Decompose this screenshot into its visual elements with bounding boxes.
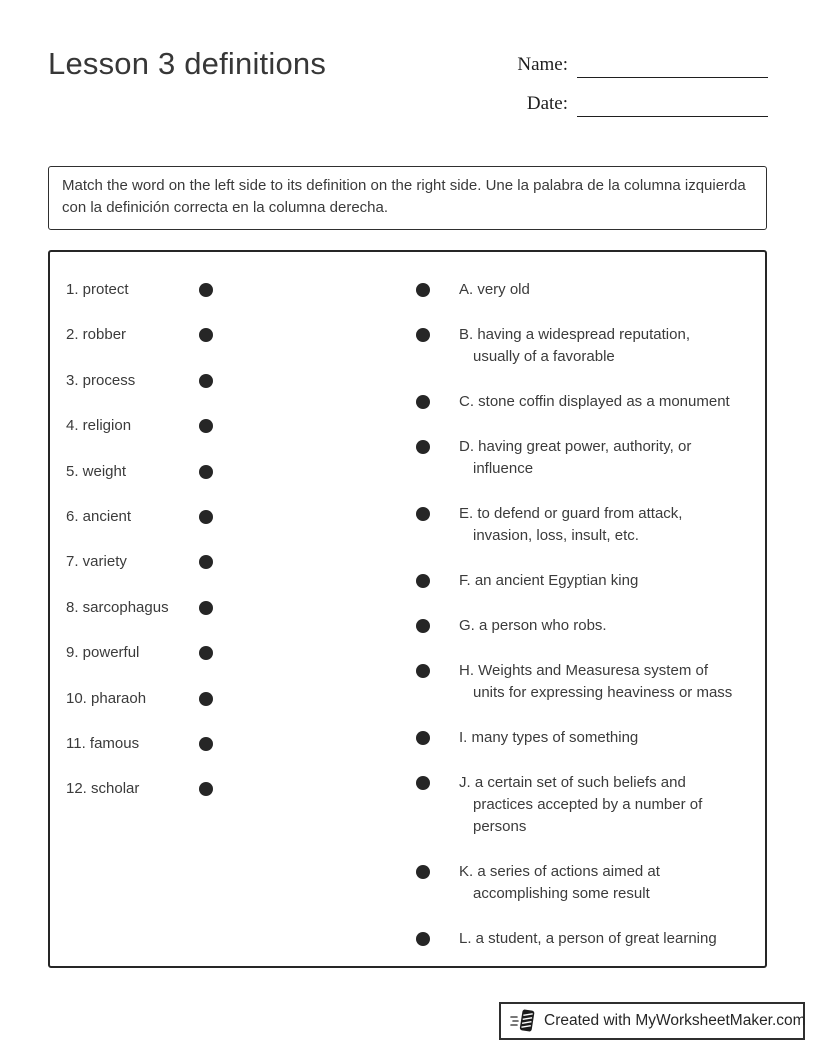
word-label-2: 2. robber [66, 326, 127, 344]
match-dot-word-3[interactable] [199, 374, 213, 388]
match-dot-definition-H[interactable] [416, 664, 430, 678]
instructions-text: Match the word on the left side to its definition on the right side. Une la palabra de la columna izquierda con la definición correcta en la columna derecha. [62, 177, 746, 216]
definition-item [416, 503, 756, 547]
word-label-7: 7. variety [66, 553, 127, 571]
definition-text-K [459, 861, 756, 905]
definition-line: L. a student, a person of great learning [459, 930, 717, 947]
word-label-1: 1. protect [66, 281, 129, 298]
instructions-box [48, 166, 767, 230]
match-dot-definition-B[interactable] [416, 328, 430, 342]
date-input-line[interactable] [577, 92, 768, 117]
flying-worksheet-icon [510, 1008, 538, 1034]
match-dot-word-8[interactable] [199, 601, 213, 615]
word-label-11: 11. famous [66, 734, 140, 752]
match-dot-word-11[interactable] [199, 737, 213, 751]
definition-item [416, 570, 756, 592]
page-title: Lesson 3 definitions [48, 46, 327, 81]
match-dot-definition-K[interactable] [416, 865, 430, 879]
name-input-line[interactable] [577, 53, 768, 78]
credit-box [499, 1002, 805, 1040]
name-field [498, 50, 768, 78]
word-item [66, 370, 411, 392]
definition-line: persons [473, 818, 527, 835]
matching-area [48, 250, 767, 968]
definition-item [416, 615, 756, 637]
definition-line: A. very old [459, 281, 530, 298]
match-dot-word-2[interactable] [199, 328, 213, 342]
definition-item [416, 928, 756, 950]
definition-line: C. stone coffin displayed as a monument [459, 393, 730, 410]
word-item [66, 506, 411, 528]
word-item [66, 461, 411, 483]
definition-line: accomplishing some result [473, 885, 650, 902]
match-dot-definition-J[interactable] [416, 776, 430, 790]
definition-item [416, 391, 756, 413]
word-item [66, 279, 411, 301]
word-item [66, 551, 411, 573]
definition-line: J. a certain set of such beliefs and [459, 774, 686, 791]
words-column [66, 279, 411, 824]
word-item [66, 688, 411, 710]
word-item [66, 415, 411, 437]
credit-text: Created with MyWorksheetMaker.com [544, 1012, 806, 1029]
definition-item [416, 772, 756, 838]
match-dot-definition-C[interactable] [416, 395, 430, 409]
definition-text-L [459, 928, 756, 950]
definition-line: H. Weights and Measuresa system of [459, 662, 708, 679]
definition-item [416, 324, 756, 368]
match-dot-word-9[interactable] [199, 646, 213, 660]
match-dot-word-1[interactable] [199, 283, 213, 297]
match-dot-definition-G[interactable] [416, 619, 430, 633]
match-dot-definition-E[interactable] [416, 507, 430, 521]
definition-item [416, 279, 756, 301]
match-dot-word-6[interactable] [199, 510, 213, 524]
definition-line: G. a person who robs. [459, 617, 607, 634]
definition-text-E [459, 503, 756, 547]
word-label-6: 6. ancient [66, 507, 132, 525]
match-dot-word-12[interactable] [199, 782, 213, 796]
match-dot-definition-I[interactable] [416, 731, 430, 745]
name-label: Name: [517, 54, 568, 75]
definition-text-D [459, 436, 756, 480]
definition-item [416, 727, 756, 749]
definition-line: invasion, loss, insult, etc. [473, 527, 639, 544]
definition-item [416, 660, 756, 704]
match-dot-definition-L[interactable] [416, 932, 430, 946]
word-item [66, 324, 411, 346]
definition-text-B [459, 324, 756, 368]
definition-text-H [459, 660, 756, 704]
match-dot-word-4[interactable] [199, 419, 213, 433]
word-item [66, 778, 411, 800]
match-dot-definition-F[interactable] [416, 574, 430, 588]
definition-line: units for expressing heaviness or mass [473, 684, 733, 701]
name-date-block [498, 50, 768, 128]
definition-text-A [459, 279, 756, 301]
word-label-5: 5. weight [66, 462, 127, 480]
match-dot-word-7[interactable] [199, 555, 213, 569]
definition-text-G [459, 615, 756, 637]
definition-text-C [459, 391, 756, 413]
definition-line: I. many types of something [459, 729, 639, 746]
date-label: Date: [526, 93, 568, 114]
word-item [66, 733, 411, 755]
definition-line: B. having a widespread reputation, [459, 326, 690, 343]
word-label-8: 8. sarcophagus [66, 598, 169, 616]
word-item [66, 597, 411, 619]
definition-line: practices accepted by a number of [473, 796, 703, 813]
match-dot-definition-D[interactable] [416, 440, 430, 454]
definition-item [416, 436, 756, 480]
definition-item [416, 861, 756, 905]
definitions-column [416, 279, 756, 973]
definition-line: E. to defend or guard from attack, [459, 505, 683, 522]
definition-line: influence [473, 460, 534, 477]
word-label-3: 3. process [66, 371, 136, 389]
definition-line: D. having great power, authority, or [459, 438, 692, 455]
definition-line: usually of a favorable [473, 348, 615, 365]
match-dot-word-5[interactable] [199, 465, 213, 479]
word-label-4: 4. religion [66, 417, 132, 435]
definition-text-F [459, 570, 756, 592]
match-dot-word-10[interactable] [199, 692, 213, 706]
definition-text-I [459, 727, 756, 749]
definition-line: F. an ancient Egyptian king [459, 572, 639, 589]
match-dot-definition-A[interactable] [416, 283, 430, 297]
definition-text-J [459, 772, 756, 838]
word-item [66, 642, 411, 664]
definition-line: K. a series of actions aimed at [459, 863, 660, 880]
word-label-10: 10. pharaoh [66, 689, 147, 707]
date-field [498, 89, 768, 117]
word-label-9: 9. powerful [66, 644, 140, 662]
word-label-12: 12. scholar [66, 780, 140, 798]
